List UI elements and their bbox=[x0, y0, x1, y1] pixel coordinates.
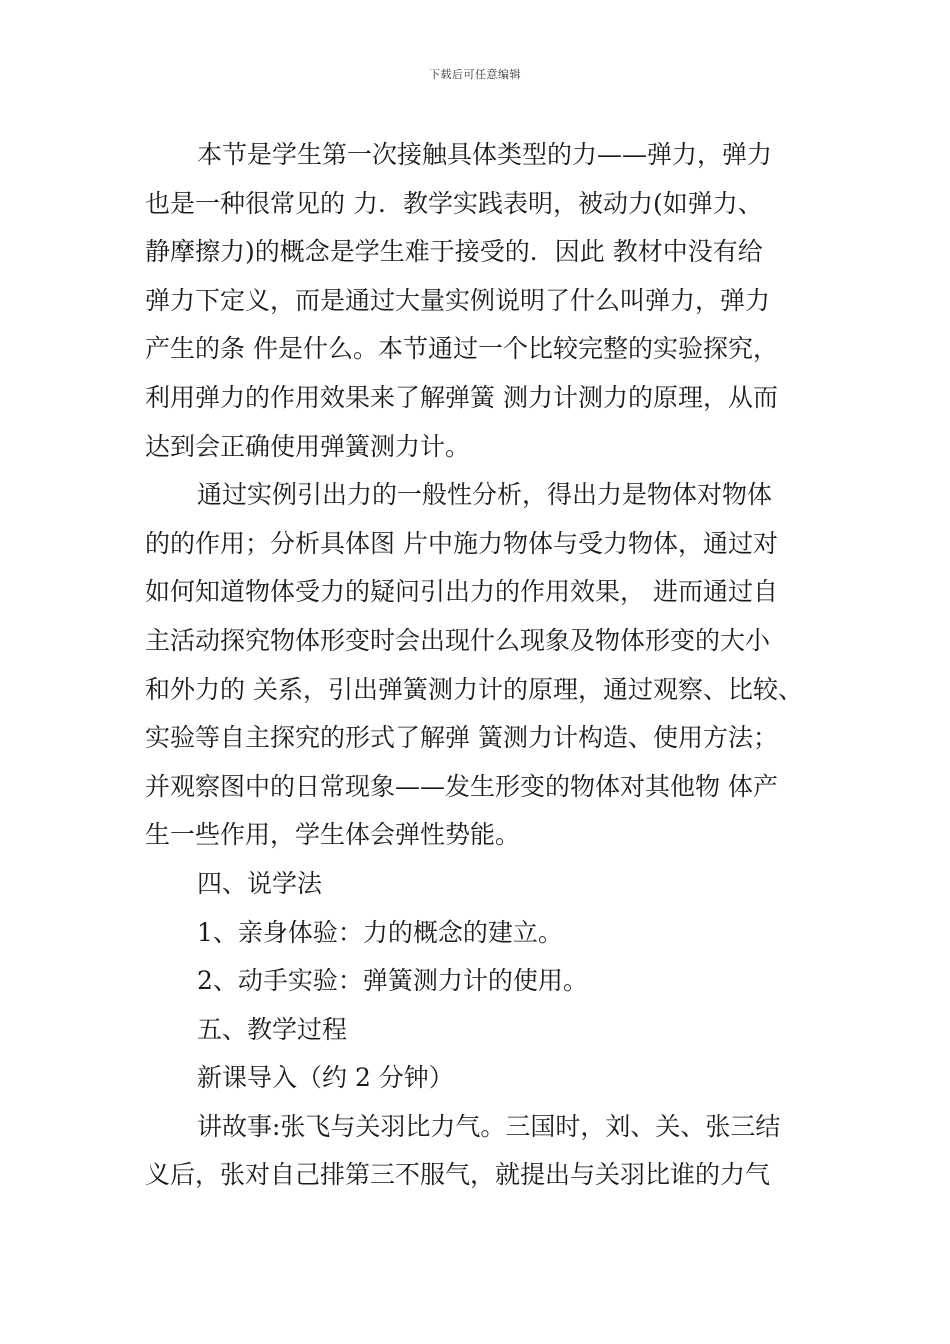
text-line: 义后，张对自己排第三不服气，就提出与关羽比谁的力气 bbox=[145, 1160, 771, 1190]
page-header: 下载后可任意编辑 bbox=[429, 68, 521, 81]
section-heading-teaching-process bbox=[145, 1006, 825, 1055]
text-line: 2、动手实验：弹簧测力计的使用。 bbox=[197, 966, 588, 996]
text-line: 讲故事:张飞与关羽比力气。三国时，刘、关、张三结 bbox=[197, 1111, 781, 1141]
paragraph-elastic-force-intro bbox=[145, 131, 825, 471]
paragraph-force-analysis bbox=[145, 471, 825, 860]
text-line: 达到会正确使用弹簧测力计。 bbox=[145, 431, 471, 461]
paragraph-story bbox=[145, 1103, 825, 1200]
text-line: 产生的条 件是什么。本节通过一个比较完整的实验探究， bbox=[145, 334, 778, 364]
subheading-lesson-intro bbox=[145, 1054, 825, 1103]
document-body bbox=[145, 131, 825, 1200]
text-line: 如何知道物体受力的疑问引出力的作用效果， 进而通过自 bbox=[145, 577, 778, 607]
section-heading-learning-method bbox=[145, 860, 825, 909]
list-item-hands-on-experiment bbox=[145, 957, 825, 1006]
text-line: 本节是学生第一次接触具体类型的力——弹力，弹力 bbox=[197, 140, 773, 169]
text-line: 和外力的 关系，引出弹簧测力计的原理，通过观察、比较、 bbox=[145, 674, 803, 704]
text-line: 也是一种很常见的 力．教学实践表明，被动力(如弹力、 bbox=[145, 188, 763, 218]
list-item-hands-on-experience bbox=[145, 909, 825, 958]
text-line: 并观察图中的日常现象——发生形变的物体对其他物 体产 bbox=[145, 771, 778, 801]
text-line: 通过实例引出力的一般性分析，得出力是物体对物体 bbox=[197, 480, 773, 510]
text-line: 四、说学法 bbox=[197, 868, 323, 898]
text-line: 弹力下定义，而是通过大量实例说明了什么叫弹力，弹力 bbox=[145, 285, 771, 315]
text-line: 五、教学过程 bbox=[197, 1014, 348, 1044]
text-line: 静摩擦力)的概念是学生难于接受的．因此 教材中没有给 bbox=[145, 237, 763, 267]
text-line: 生一些作用，学生体会弹性势能。 bbox=[145, 820, 521, 850]
text-line: 1、亲身体验：力的概念的建立。 bbox=[197, 917, 563, 947]
text-line: 实验等自主探究的形式了解弹 簧测力计构造、使用方法； bbox=[145, 723, 778, 753]
text-line: 新课导入（约 2 分钟） bbox=[197, 1063, 454, 1093]
text-line: 的的作用；分析具体图 片中施力物体与受力物体，通过对 bbox=[145, 528, 778, 558]
text-line: 利用弹力的作用效果来了解弹簧 测力计测力的原理，从而 bbox=[145, 382, 778, 412]
text-line: 主活动探究物体形变时会出现什么现象及物体形变的大小 bbox=[145, 625, 771, 655]
